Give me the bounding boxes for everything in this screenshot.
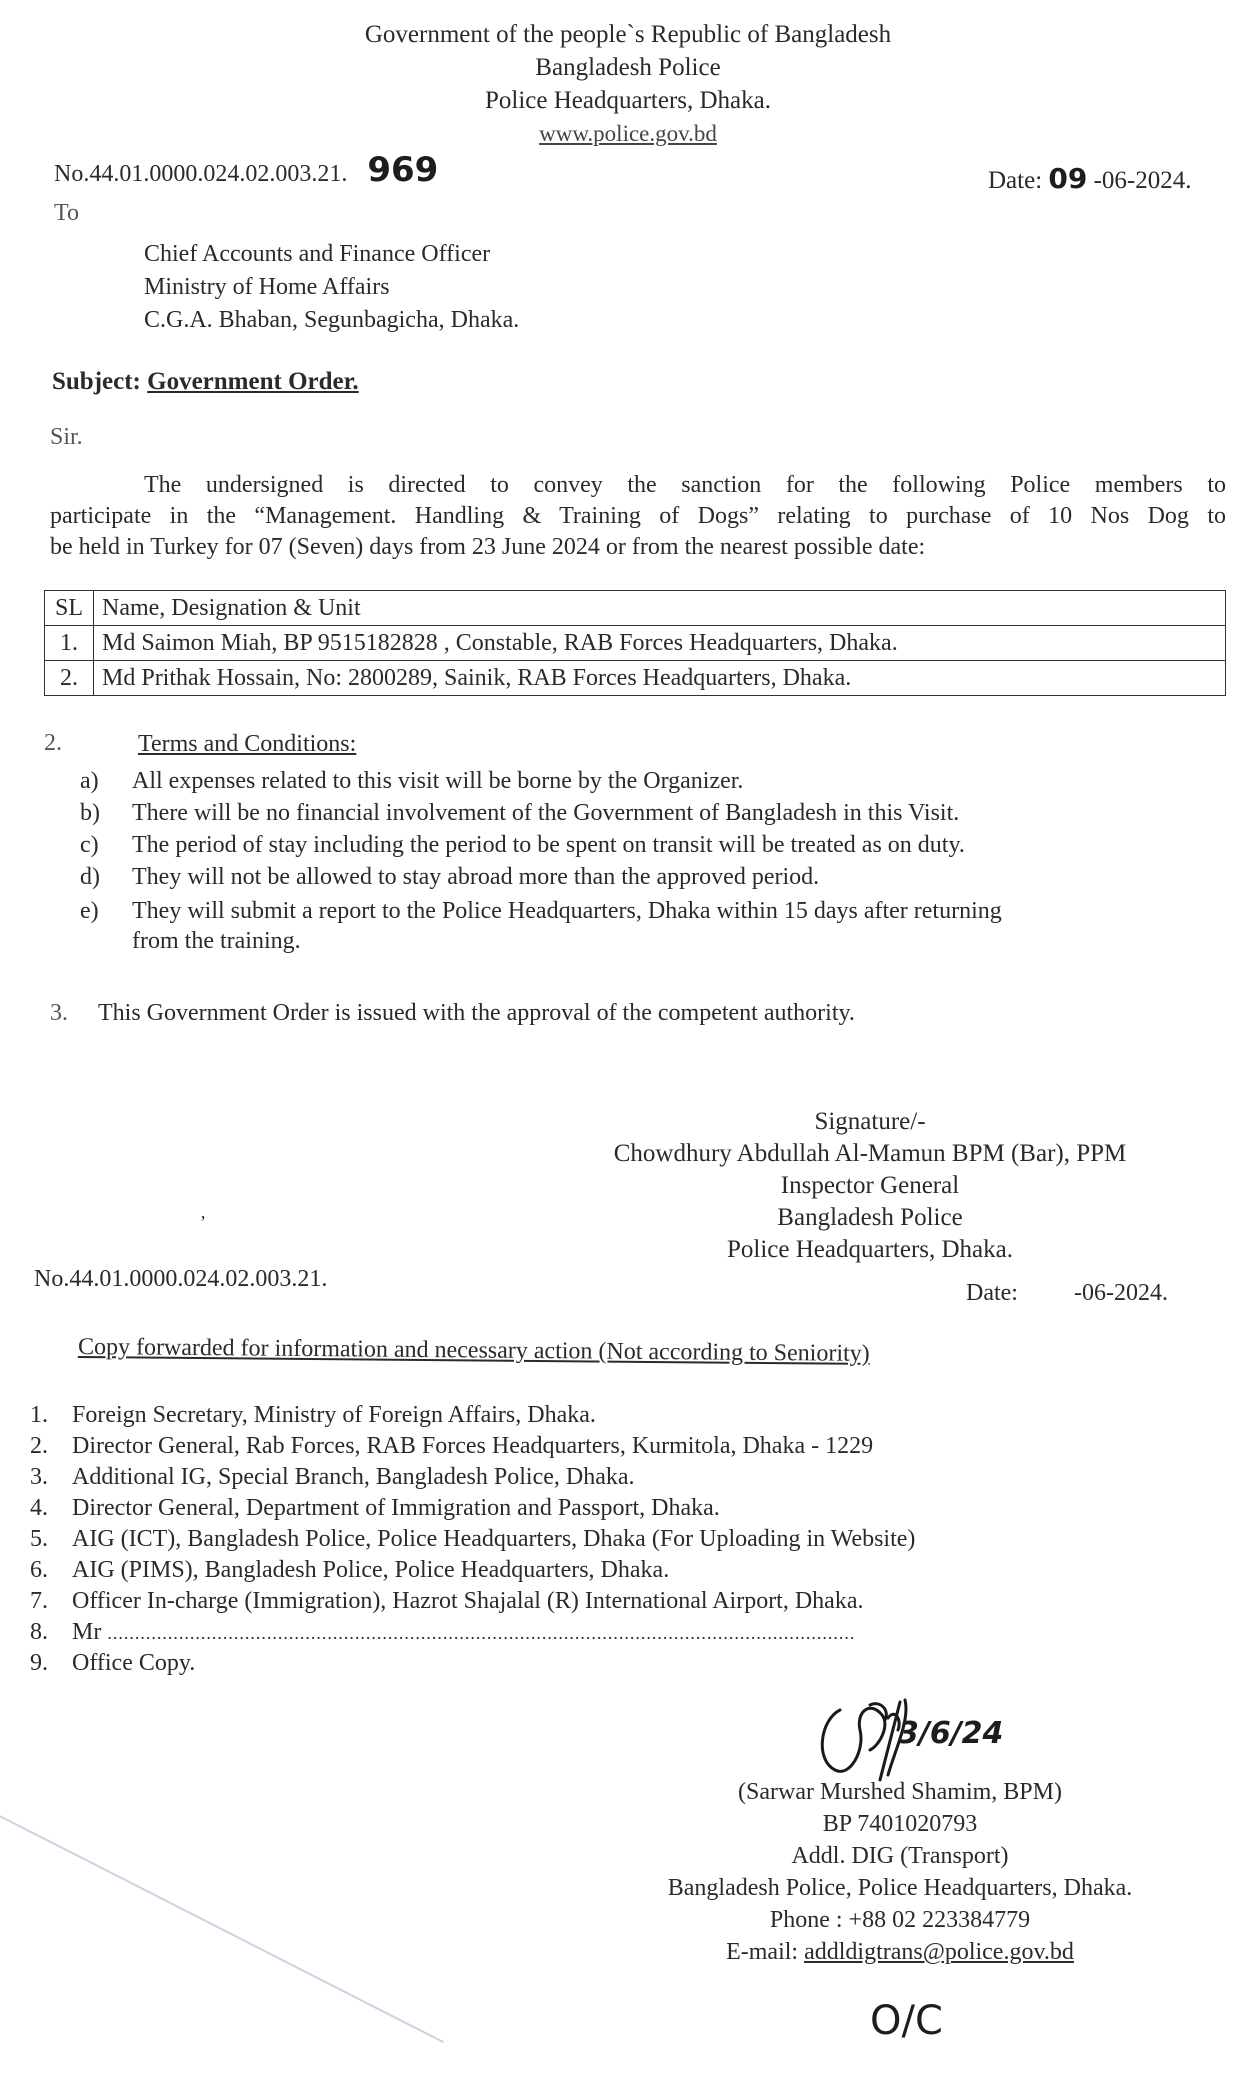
members-table bbox=[44, 590, 1226, 696]
signatory-ig-title: Inspector General bbox=[780, 1172, 960, 1199]
recipient-line: Ministry of Home Affairs bbox=[144, 274, 390, 300]
copy-memo-date-label: Date: bbox=[966, 1280, 1018, 1306]
email-label: E-mail: bbox=[726, 1939, 799, 1965]
terms-number: 2. bbox=[44, 730, 62, 756]
signatory-dig-phone: Phone : +88 02 223384779 bbox=[769, 1907, 1031, 1933]
memo-date-day-handwritten: 09 bbox=[1048, 162, 1088, 195]
recipient-address bbox=[144, 238, 519, 337]
terms-item-label: e) bbox=[80, 898, 99, 924]
cc-item-dotted-blank: ........................................................................................................................................ bbox=[107, 1623, 856, 1643]
signatory-dig-title: Addl. DIG (Transport) bbox=[791, 1843, 1009, 1869]
letterhead bbox=[0, 18, 1256, 150]
terms-item-label: b) bbox=[80, 800, 100, 826]
handwritten-signature bbox=[810, 1690, 1040, 1790]
cc-list-item bbox=[30, 1650, 195, 1677]
copy-memo-date-value: -06-2024. bbox=[1073, 1280, 1168, 1306]
signatory-dig-bp-number: BP 7401020793 bbox=[822, 1811, 978, 1837]
memo-number-prefix: No.44.01.0000.024.02.003.21. bbox=[54, 161, 348, 187]
terms-item bbox=[80, 896, 1002, 956]
terms-item-text: All expenses related to this visit will be borne by the Organizer. bbox=[132, 768, 744, 794]
memo-date-label: Date: bbox=[988, 167, 1043, 194]
subject-line bbox=[52, 368, 359, 396]
cc-item-text: AIG (ICT), Bangladesh Police, Police Headquarters, Dhaka (For Uploading in Website) bbox=[72, 1526, 916, 1552]
table-header-row bbox=[45, 591, 1226, 626]
terms-item-text: They will submit a report to the Police Headquarters, Dhaka within 15 days after returning bbox=[132, 898, 1002, 924]
copy-memo-number: No.44.01.0000.024.02.003.21. bbox=[34, 1266, 328, 1292]
handwritten-note: O/C bbox=[870, 1998, 943, 2044]
approval-line bbox=[50, 1000, 855, 1027]
cc-item-number: 8. bbox=[30, 1619, 48, 1645]
terms-item bbox=[80, 800, 959, 827]
memo-number-handwritten: 969 bbox=[367, 150, 439, 190]
signatory-dig-office: Bangladesh Police, Police Headquarters, Dhaka. bbox=[667, 1875, 1133, 1901]
letterhead-headquarters: Police Headquarters, Dhaka. bbox=[485, 87, 771, 114]
terms-item-label: d) bbox=[80, 864, 100, 890]
cc-list-item bbox=[30, 1433, 873, 1460]
cc-list-item bbox=[30, 1588, 863, 1615]
terms-item-text: They will not be allowed to stay abroad more than the approved period. bbox=[132, 864, 820, 890]
cc-item-text: Additional IG, Special Branch, Bangladesh Police, Dhaka. bbox=[72, 1464, 635, 1490]
terms-item bbox=[80, 768, 743, 795]
email-link[interactable]: addldigtrans@police.gov.bd bbox=[804, 1939, 1074, 1965]
table-row bbox=[45, 661, 1226, 696]
salutation: Sir. bbox=[50, 424, 83, 450]
recipient-line: C.G.A. Bhaban, Segunbagicha, Dhaka. bbox=[144, 307, 520, 333]
cc-item-number: 9. bbox=[30, 1650, 48, 1676]
cell-sl: 2. bbox=[45, 661, 94, 696]
cc-list-item bbox=[30, 1402, 596, 1429]
cc-list-item bbox=[30, 1464, 635, 1491]
memo-date-rest: -06-2024. bbox=[1093, 167, 1192, 194]
signature-label: Signature/- bbox=[814, 1108, 926, 1135]
terms-heading: Terms and Conditions: bbox=[138, 731, 357, 757]
cc-list-item bbox=[30, 1619, 855, 1646]
recipient-line: Chief Accounts and Finance Officer bbox=[144, 241, 491, 267]
cc-item-number: 2. bbox=[30, 1433, 48, 1459]
approval-number: 3. bbox=[50, 1000, 68, 1026]
body-line: The undersigned is directed to convey the sanction for the following Police members to bbox=[144, 472, 1226, 498]
cell-detail: Md Prithak Hossain, No: 2800289, Sainik, RAB Forces Headquarters, Dhaka. bbox=[94, 661, 1226, 696]
approval-text: This Government Order is issued with the approval of the competent authority. bbox=[98, 1000, 855, 1026]
terms-item-text: The period of stay including the period to be spent on transit will be treated as on duty. bbox=[132, 832, 965, 858]
cc-item-number: 4. bbox=[30, 1495, 48, 1521]
copy-memo-date bbox=[966, 1280, 1168, 1307]
signatory-ig-name: Chowdhury Abdullah Al-Mamun BPM (Bar), PPM bbox=[613, 1140, 1127, 1167]
letterhead-police: Bangladesh Police bbox=[535, 54, 721, 81]
cc-item-number: 5. bbox=[30, 1526, 48, 1552]
terms-item bbox=[80, 832, 965, 859]
cc-item-text: Director General, Department of Immigration and Passport, Dhaka. bbox=[72, 1495, 720, 1521]
cc-item-text: Mr bbox=[72, 1619, 102, 1645]
signatory-dig-email-line bbox=[580, 1936, 1220, 1968]
cc-list-item bbox=[30, 1526, 915, 1553]
cc-list-item bbox=[30, 1557, 669, 1584]
copy-forwarded-heading: Copy forwarded for information and necessary action (Not according to Seniority) bbox=[77, 1334, 870, 1367]
cc-item-text: Officer In-charge (Immigration), Hazrot Shajalal (R) International Airport, Dhaka. bbox=[72, 1588, 864, 1614]
cc-item-number: 7. bbox=[30, 1588, 48, 1614]
cell-sl: 1. bbox=[45, 626, 94, 661]
body-line: be held in Turkey for 07 (Seven) days from 23 June 2024 or from the nearest possible date: bbox=[50, 534, 926, 560]
cc-item-number: 6. bbox=[30, 1557, 48, 1583]
terms-item-label: a) bbox=[80, 768, 99, 794]
cc-item-text: Foreign Secretary, Ministry of Foreign Affairs, Dhaka. bbox=[72, 1402, 596, 1428]
column-header-sl: SL bbox=[45, 591, 94, 626]
signatory-ig-org: Bangladesh Police bbox=[777, 1204, 963, 1231]
pencil-stroke-mark bbox=[0, 1805, 444, 2043]
terms-item bbox=[80, 864, 819, 891]
cc-item-text: Office Copy. bbox=[72, 1650, 196, 1676]
signatory-ig-office: Police Headquarters, Dhaka. bbox=[727, 1236, 1013, 1263]
column-header-name: Name, Designation & Unit bbox=[94, 591, 1226, 626]
letterhead-website-link[interactable]: www.police.gov.bd bbox=[539, 121, 717, 146]
cc-list-item bbox=[30, 1495, 720, 1522]
cc-item-number: 3. bbox=[30, 1464, 48, 1490]
terms-item-label: c) bbox=[80, 832, 99, 858]
cc-item-text: AIG (PIMS), Bangladesh Police, Police Headquarters, Dhaka. bbox=[72, 1557, 670, 1583]
memo-number bbox=[54, 150, 438, 190]
cc-item-text: Director General, Rab Forces, RAB Forces Headquarters, Kurmitola, Dhaka - 1229 bbox=[72, 1433, 874, 1459]
body-paragraph bbox=[50, 470, 1226, 563]
letterhead-government: Government of the people`s Republic of Bangladesh bbox=[364, 21, 892, 48]
table-row bbox=[45, 626, 1226, 661]
signatory-ig-block bbox=[560, 1106, 1180, 1266]
body-line: participate in the “Management. Handling & Training of Dogs” relating to purchase of 10 Nos Dog to bbox=[50, 503, 1226, 529]
terms-item-text: There will be no financial involvement of the Government of Bangladesh in this Visit. bbox=[132, 800, 960, 826]
subject-text: Government Order. bbox=[147, 368, 359, 395]
to-label: To bbox=[54, 200, 79, 226]
signature-date-handwritten: 3/6/24 bbox=[898, 1716, 1004, 1751]
signatory-dig-name: (Sarwar Murshed Shamim, BPM) bbox=[738, 1779, 1062, 1805]
cc-item-number: 1. bbox=[30, 1402, 48, 1428]
signatory-dig-block bbox=[580, 1776, 1220, 1968]
terms-item-continuation: from the training. bbox=[132, 928, 301, 954]
memo-date bbox=[988, 162, 1192, 195]
stray-mark: ’ bbox=[200, 1212, 206, 1232]
subject-label: Subject: bbox=[52, 368, 141, 395]
cell-detail: Md Saimon Miah, BP 9515182828 , Constable, RAB Forces Headquarters, Dhaka. bbox=[94, 626, 1226, 661]
